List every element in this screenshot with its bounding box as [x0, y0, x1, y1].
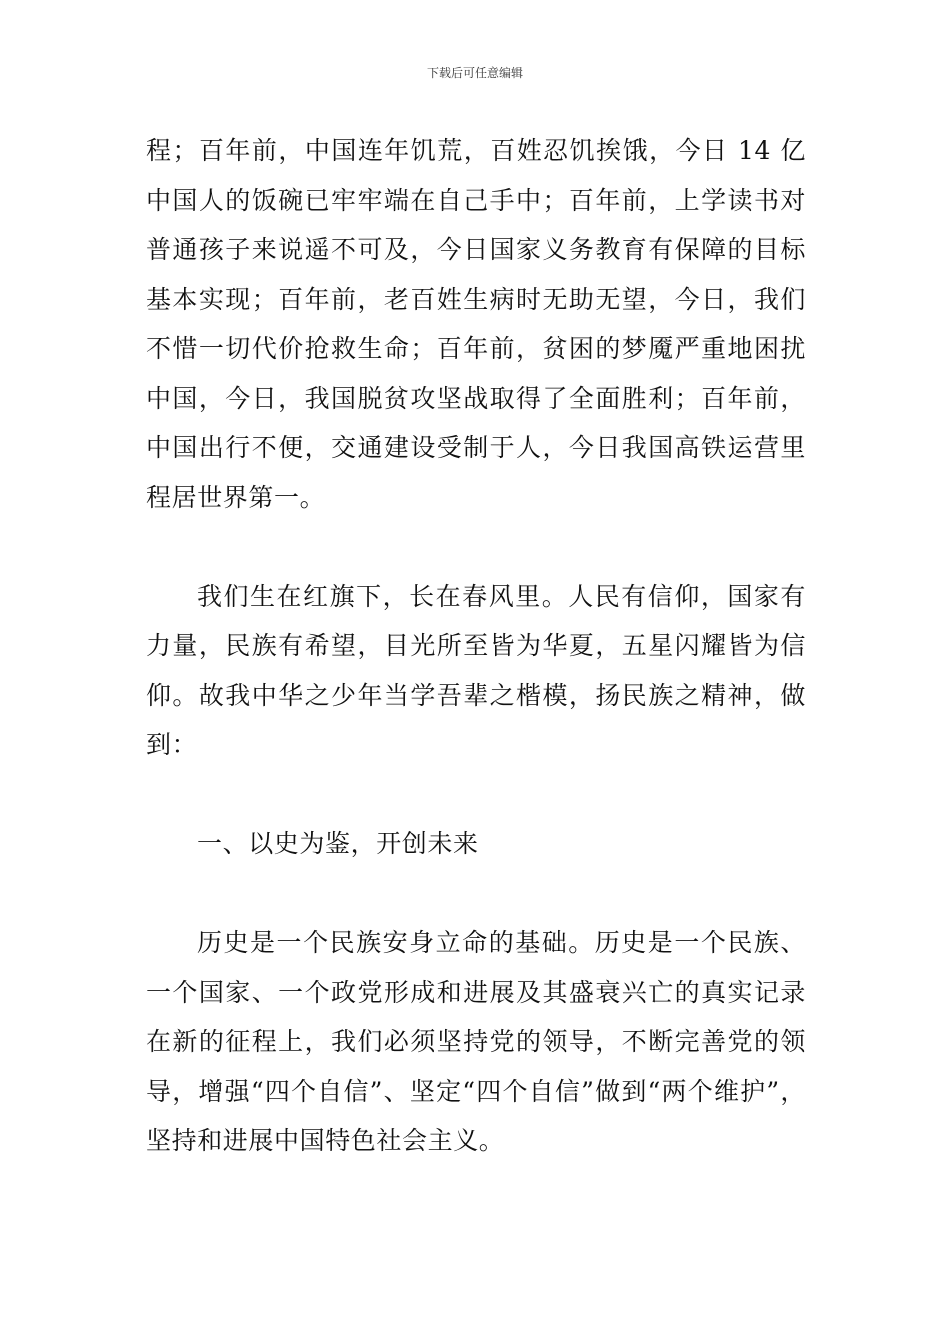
paragraph-continued: 程；百年前，中国连年饥荒，百姓忍饥挨饿，今日 14 亿中国人的饭碗已牢牢端在自己手中；百年前，上学读书对普通孩子来说遥不可及，今日国家义务教育有保障的目标基本实现；百年前，老百姓生病时无助无望，今日，我们不惜一切代价抢救生命；百年前，贫困的梦魇严重地困扰中国，今日，我国脱贫攻坚战取得了全面胜利；百年前，中国出行不便，交通建设受制于人，今日我国高铁运营里程居世界第一。: [146, 136, 806, 512]
paragraph-gap: [146, 522, 806, 572]
paragraph-red-flag: 我们生在红旗下，长在春风里。人民有信仰，国家有力量，民族有希望，目光所至皆为华夏，五星闪耀皆为信仰。故我中华之少年当学吾辈之楷模，扬民族之精神，做到：: [146, 581, 806, 759]
document-body: [146, 126, 806, 1166]
paragraph-gap: [146, 869, 806, 919]
paragraph-history: 历史是一个民族安身立命的基础。历史是一个民族、一个国家、一个政党形成和进展及其盛衰兴亡的真实记录在新的征程上，我们必须坚持党的领导，不断完善党的领导，增强“四个自信”、坚定“四个自信”做到“两个维护”，坚持和进展中国特色社会主义。: [146, 928, 806, 1155]
page-header: 下载后可任意编辑: [426, 66, 523, 80]
section-heading: 一、以史为鉴，开创未来: [197, 829, 479, 858]
paragraph-gap: [146, 770, 806, 820]
